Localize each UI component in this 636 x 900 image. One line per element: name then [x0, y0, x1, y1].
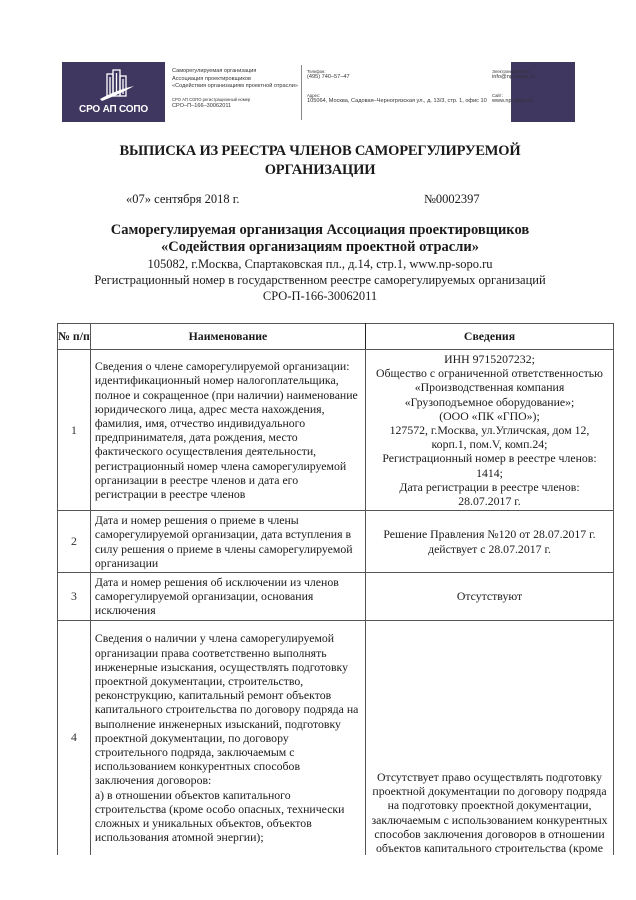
info-line: корп.1, пом.V, комп.24; [431, 437, 548, 452]
info-line: заключаемым с использованием конкурентных [371, 812, 608, 827]
row-name: Дата и номер решения об исключении из членов саморегулируемой организации, основания исключения [90, 573, 365, 621]
letterhead-contacts [307, 69, 487, 105]
letterhead-org [172, 68, 297, 110]
row-name: Сведения о члене саморегулируемой организации: идентификационный номер налогоплательщика, полное и сокращенное (при наличии) наименование юридического лица, адрес места нахождения, фамилия, имя, отчество индивидуального предпринимателя, дата рождения, место фактического осуществления деятельности, регистрационный номер члена саморегулируемой организации в реестре членов и дата его регистрации в реестре членов [90, 350, 365, 511]
info-line: 28.07.2017 г. [458, 494, 521, 509]
address-label: Адрес: [307, 93, 321, 98]
document-date: «07» сентября 2018 г. [126, 192, 240, 206]
header-info: Сведения [366, 324, 614, 350]
row-num: 4 [58, 620, 91, 855]
info-line: объектов капитального строительства (кроме [376, 840, 603, 855]
site-label: Сайт: [492, 93, 503, 98]
letterhead-divider [301, 65, 302, 120]
info-line: действует с 28.07.2017 г. [428, 541, 551, 556]
info-line: 127572, г.Москва, ул.Угличская, дом 12, [389, 423, 590, 438]
row-info [366, 511, 614, 573]
letterhead-reg-number: СРО–П–166–30062011 [172, 102, 232, 109]
letterhead-web-contacts [492, 69, 535, 105]
info-line: Отсутствуют [456, 589, 523, 604]
organization-registry-number: СРО-П-166-30062011 [262, 289, 378, 303]
info-line: Общество с ограниченной ответственностью [376, 366, 603, 381]
document-title [60, 142, 580, 180]
document-title-line1: ВЫПИСКА ИЗ РЕЕСТРА ЧЛЕНОВ САМОРЕГУЛИРУЕМОЙ [119, 143, 521, 159]
row-name [90, 620, 365, 855]
row-name-subitem: а) в отношении объектов капитального строительства (кроме особо опасных, технически сложных и уникальных объектов, объектов использования атомной энергии); [94, 787, 345, 845]
info-line: Отсутствует право осуществлять подготовку [377, 769, 603, 784]
email-label: Электронная почта: [492, 69, 531, 74]
info-line: 1414; [476, 465, 503, 480]
row-name: Дата и номер решения о приеме в члены саморегулируемой организации, дата вступления в силу решения о приеме в члены саморегулируемой организации [90, 511, 365, 573]
info-line: на подготовку проектной документации, [387, 798, 592, 813]
row-info [366, 620, 614, 855]
info-line: Решение Правления №120 от 28.07.2017 г. [383, 527, 596, 542]
email-link[interactable]: info@np–sopo.ru [492, 74, 535, 80]
table-row [58, 620, 614, 855]
address-value: 105064, Москва, Садовая–Черногрязская ул., д. 13/3, стр. 1, офис 10 [307, 98, 487, 104]
header-num: № п/п [58, 324, 91, 350]
buildings-icon [96, 68, 136, 104]
phone-label: Телефон: [307, 69, 326, 74]
header-name: Наименование [90, 324, 365, 350]
logo [62, 62, 165, 122]
info-line: проектной документации по договору подряда [372, 784, 607, 799]
row-info [366, 573, 614, 621]
organization-name-line1: Саморегулируемая организация Ассоциация проектировщиков [110, 222, 530, 238]
organization-address: 105082, г.Москва, Спартаковская пл., д.14, стр.1, www.np-sopo.ru [147, 257, 493, 271]
site-link[interactable]: www.np–sopo.ru [492, 98, 534, 104]
registry-table [57, 323, 614, 855]
info-line: Регистрационный номер в реестре членов: [382, 451, 597, 466]
table-row [58, 511, 614, 573]
letterhead-org-line: «Содействия организациям проектной отрасли» [172, 83, 298, 89]
phone-value: (495) 740–57–47 [307, 74, 350, 80]
letterhead-org-line: Саморегулируемая организация [172, 68, 257, 74]
letterhead-org-line: Ассоциация проектировщиков [172, 75, 251, 82]
row-num: 3 [58, 573, 91, 621]
letterhead-reg-label: СРО АП СОПО регистрационный номер [172, 96, 251, 102]
info-line: (ООО «ПК «ГПО»); [439, 408, 540, 423]
organization-registry-label: Регистрационный номер в государственном реестре саморегулируемых организаций [94, 273, 546, 287]
table-row [58, 573, 614, 621]
row-name-text: Сведения о наличии у члена саморегулируемой организации права соответственно выполнять инженерные изыскания, осуществлять подготовку проектной документации, строительство, реконструкцию, капитальный ремонт объектов капитального строительства по договору подряда на выполнение инженерных изысканий, подготовку проектной документации, по договору строительного подряда, заключаемым с использованием конкурентных способов заключения договоров: [94, 631, 359, 788]
letterhead-banner [62, 62, 575, 122]
table-header-row [58, 324, 614, 350]
row-info [366, 350, 614, 511]
document-number: №0002397 [424, 192, 480, 206]
info-line: способов заключения договоров в отношении [374, 826, 605, 841]
info-line: «Производственная компания [414, 380, 565, 395]
row-num: 2 [58, 511, 91, 573]
organization-header [60, 222, 580, 304]
info-line: ИНН 9715207232; [444, 352, 535, 366]
info-line: «Грузоподъемное оборудование»; [404, 394, 575, 409]
logo-text: СРО АП СОПО [79, 104, 148, 115]
table-row [58, 350, 614, 511]
organization-name-line2: «Содействия организациям проектной отрасли» [161, 239, 479, 255]
row-num: 1 [58, 350, 91, 511]
info-line: Дата регистрации в реестре членов: [399, 479, 580, 494]
document-title-line2: ОРГАНИЗАЦИИ [264, 162, 376, 178]
